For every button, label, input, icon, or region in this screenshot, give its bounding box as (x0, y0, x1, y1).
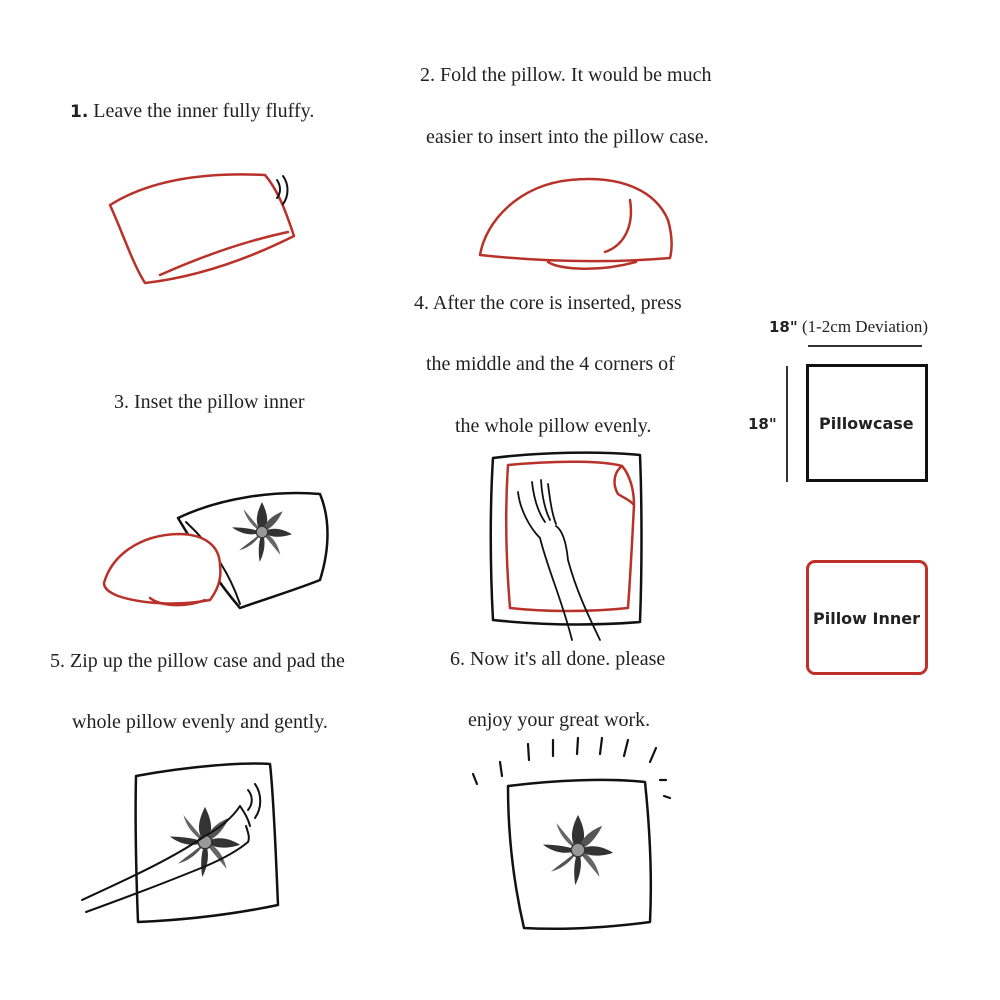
pillowcase-label: Pillowcase (819, 414, 914, 433)
step-6-line-1: 6. Now it's all done. please (450, 648, 666, 670)
step-4-line-1: 4. After the core is inserted, press (414, 292, 682, 314)
pillow-icon (110, 174, 294, 283)
inserting-pillow-icon (104, 493, 328, 608)
patting-hand-icon (82, 764, 278, 923)
pillow-inner-label: Pillow Inner (813, 609, 920, 628)
step-6-line-2: enjoy your great work. (468, 709, 651, 731)
step-5-line-1: 5. Zip up the pillow case and pad the (50, 650, 345, 672)
step-5-line-2: whole pillow evenly and gently. (72, 711, 328, 733)
height-label: 18" (748, 415, 777, 433)
step-4-line-3: the whole pillow evenly. (455, 415, 652, 437)
finished-pillow-icon (473, 738, 670, 929)
step-2-line-2: easier to insert into the pillow case. (426, 126, 709, 148)
pressing-hand-icon (491, 453, 642, 640)
width-label: 18" (769, 318, 798, 336)
step-1-label: Leave the inner fully fluffy. (93, 100, 315, 122)
step-2-line-1: 2. Fold the pillow. It would be much (420, 64, 712, 86)
deviation-note: (1-2cm Deviation) (801, 317, 928, 336)
step-3-text: 3. Inset the pillow inner (114, 391, 305, 413)
step-1-number: 1. (70, 102, 89, 122)
folded-pillow-icon (480, 179, 672, 269)
step-4-line-2: the middle and the 4 corners of (426, 353, 675, 375)
